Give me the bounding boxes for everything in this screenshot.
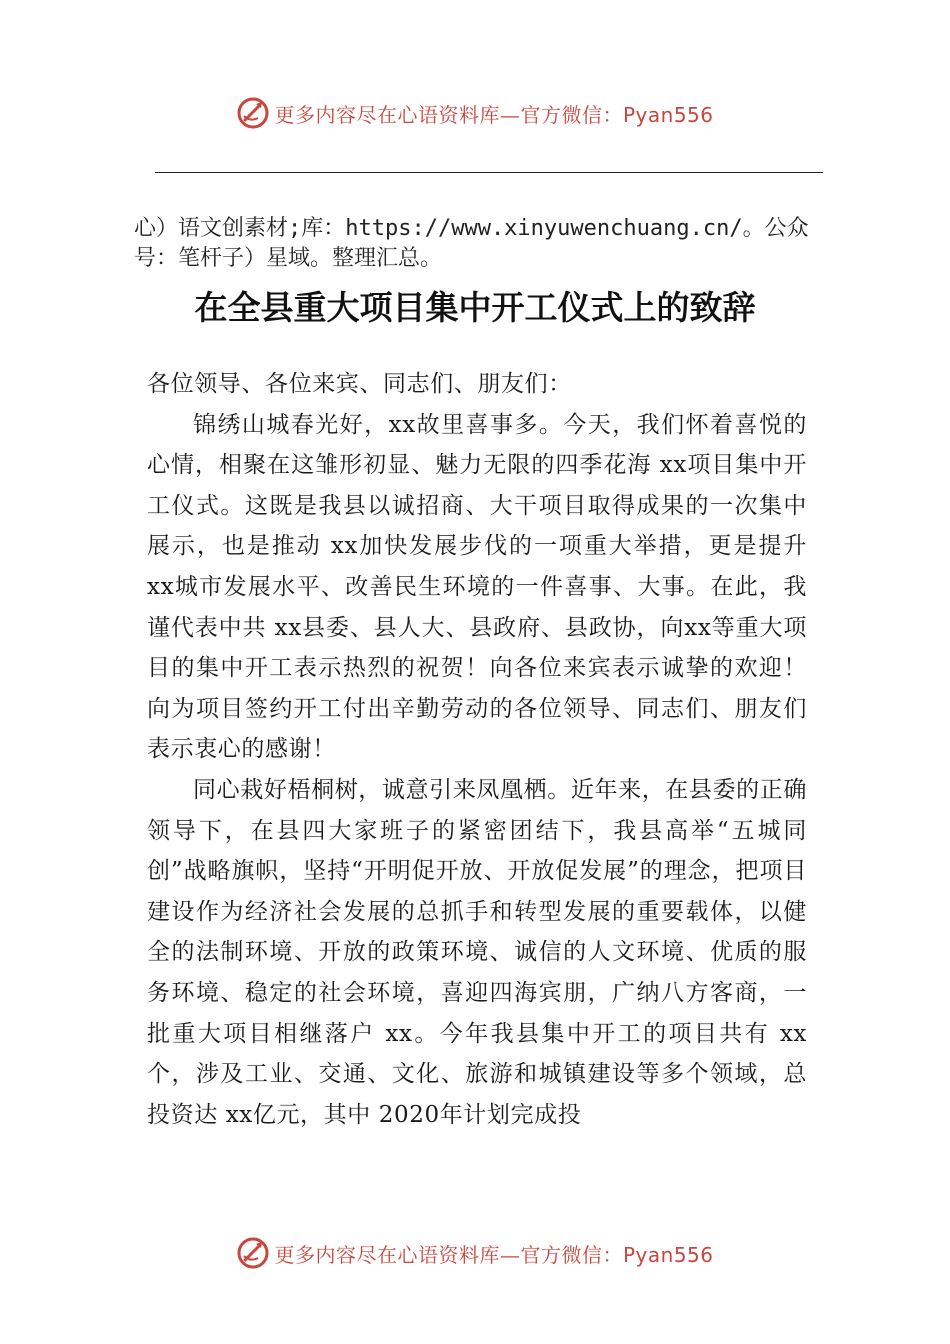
paragraph: 同心栽好梧桐树，诚意引来凤凰栖。近年来，在县委的正确领导下，在县四大家班子的紧密团结下，我县高举“五城同创”战略旗帜，坚持“开明促开放、开放促发展”的理念，把项目建设作为经济社会发展的总抓手和转型发展的重要载体，以健全的法制环境、开放的政策环境、诚信的人文环境、优质的服务环境、稳定的社会环境，喜迎四海宾朋，广纳八方客商，一批重大项目相继落户 xx。今年我县集中开工的项目共有 xx个，涉及工业、交通、文化、旅游和城镇建设等多个领域，总投资达 xx亿元，其中 2020年计划完成投: [147, 776, 807, 1128]
banner-text: 更多内容尽在心语资料库—官方微信：Pyan556: [274, 1242, 714, 1267]
source-note: 心）语文创素材;库：https://www.xinyuwenchuang.cn/。公众号：笔杆子）星域。整理汇总。: [134, 216, 809, 271]
logo-icon: [236, 96, 270, 130]
header-banner: [0, 93, 950, 133]
header-divider: [155, 172, 823, 173]
wechat-id: Pyan556: [622, 102, 714, 127]
footer-banner: [0, 1233, 950, 1273]
paragraph: 锦绣山城春光好，xx故里喜事多。今天，我们怀着喜悦的心情，相聚在这雏形初显、魅力无限的四季花海 xx项目集中开工仪式。这既是我县以诚招商、大干项目取得成果的一次集中展示，也是推动 xx加快发展步伐的一项重大举措，更是提升 xx城市发展水平、改善民生环境的一件喜事、大事。在此，我谨代表中共 xx县委、县人大、县政府、县政协，向xx等重大项目的集中开工表示热烈的祝贺！向各位来宾表示诚挚的欢迎！向为项目签约开工付出辛勤劳动的各位领导、同志们、朋友们表示衷心的感谢！: [147, 411, 807, 763]
document-body: [147, 364, 807, 1135]
wechat-id: Pyan556: [622, 1242, 714, 1267]
banner-text: 更多内容尽在心语资料库—官方微信：Pyan556: [274, 102, 714, 127]
document-title: 在全县重大项目集中开工仪式上的致辞: [194, 288, 756, 327]
logo-icon: [236, 1236, 270, 1270]
salutation: 各位领导、各位来宾、同志们、朋友们：: [147, 371, 572, 397]
